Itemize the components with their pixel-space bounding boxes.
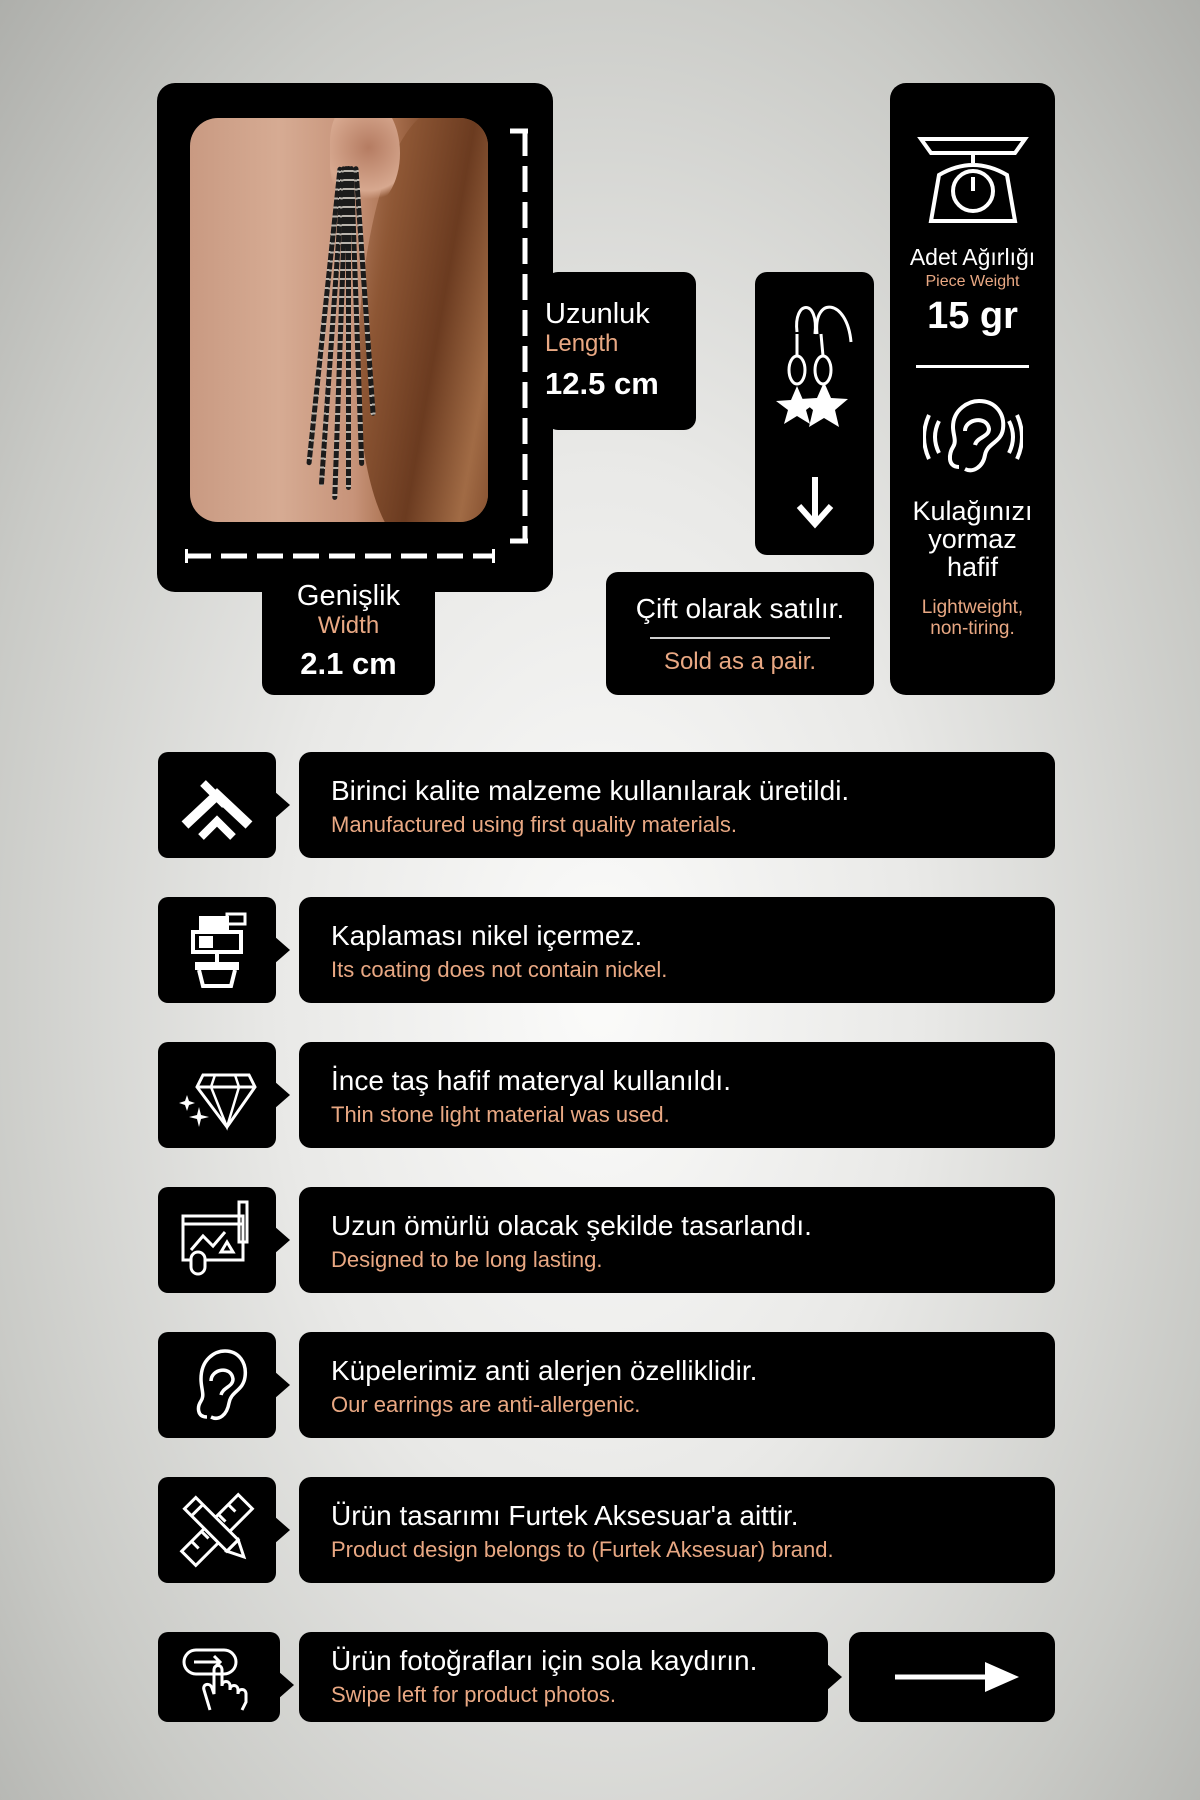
weight-value: 15 gr: [927, 295, 1018, 337]
weight-label-tr: Adet Ağırlığı: [909, 244, 1036, 270]
arrow-right-icon: [895, 1660, 1019, 1694]
sold-as-pair-box: [606, 572, 874, 695]
ear-comfort-icon: [923, 397, 1023, 477]
comfort-text-en-2: non-tiring.: [930, 618, 1015, 639]
comfort-text-tr-3: hafif: [946, 552, 999, 582]
swipe-row: [299, 1632, 828, 1722]
quality-layers-icon: [177, 765, 257, 845]
feature-text-tr-3: İnce taş hafif materyal kullanıldı.: [331, 1065, 731, 1096]
feature-text-en-5: Our earrings are anti-allergenic.: [331, 1392, 641, 1417]
down-arrow-icon: [799, 477, 831, 524]
feature-text-tr-2: Kaplaması nikel içermez.: [331, 920, 643, 951]
feature-icon-box-6: [158, 1477, 276, 1583]
length-label-en: Length: [545, 330, 619, 357]
pair-divider: [650, 637, 830, 639]
product-photo: [190, 118, 488, 522]
swipe-hand-icon: [180, 1640, 260, 1714]
weight-divider: [916, 365, 1029, 368]
feature-text-en-6: Product design belongs to (Furtek Aksesuar) brand.: [331, 1537, 834, 1562]
feature-text-tr-4: Uzun ömürlü olacak şekilde tasarlandı.: [331, 1210, 812, 1241]
swipe-pointer: [826, 1663, 842, 1691]
feature-icon-box-5: [158, 1332, 276, 1438]
feature-text-tr-6: Ürün tasarımı Furtek Aksesuar'a aittir.: [331, 1500, 799, 1531]
feature-icon-box-2: [158, 897, 276, 1003]
swipe-arrow-button[interactable]: [849, 1632, 1055, 1722]
swipe-text-en: Swipe left for product photos.: [331, 1682, 616, 1707]
width-ruler: [185, 548, 495, 564]
feature-row-4: [299, 1187, 1055, 1293]
feature-icon-box-3: [158, 1042, 276, 1148]
pair-icon-box: [755, 272, 874, 555]
ear-icon: [177, 1345, 257, 1425]
width-label-tr: Genişlik: [296, 580, 401, 612]
comfort-text-tr-2: yormaz: [928, 524, 1017, 554]
comfort-text-tr-1: Kulağınızı: [912, 496, 1033, 526]
scale-icon: [917, 135, 1029, 225]
feature-icon-box-4: [158, 1187, 276, 1293]
feature-row-6: [299, 1477, 1055, 1583]
swipe-icon-box: [158, 1632, 280, 1722]
pair-text-en: Sold as a pair.: [663, 648, 817, 675]
design-tools-icon: [177, 1200, 257, 1280]
fringe-earring-illustration: [300, 166, 380, 506]
feature-text-en-3: Thin stone light material was used.: [331, 1102, 670, 1127]
width-value: 2.1 cm: [300, 646, 397, 681]
plating-machine-icon: [177, 910, 257, 990]
comfort-text-en-1: Lightweight,: [921, 597, 1024, 618]
feature-text-tr-5: Küpelerimiz anti alerjen özelliklidir.: [331, 1355, 758, 1386]
length-ruler-caps: [508, 128, 530, 548]
width-label-en: Width: [317, 612, 380, 639]
length-value: 12.5 cm: [545, 366, 659, 401]
weight-label-en: Piece Weight: [925, 273, 1020, 290]
feature-row-1: [299, 752, 1055, 858]
length-label-tr: Uzunluk: [545, 298, 650, 330]
diamond-icon: [177, 1055, 257, 1135]
star-earrings-icon: [755, 272, 874, 555]
feature-row-5: [299, 1332, 1055, 1438]
feature-text-en-4: Designed to be long lasting.: [331, 1247, 603, 1272]
feature-text-en-1: Manufactured using first quality materials.: [331, 812, 737, 837]
pair-text-tr: Çift olarak satılır.: [635, 593, 845, 624]
pencil-ruler-icon: [177, 1490, 257, 1570]
feature-text-en-2: Its coating does not contain nickel.: [331, 957, 668, 982]
feature-row-2: [299, 897, 1055, 1003]
swipe-text-tr: Ürün fotoğrafları için sola kaydırın.: [331, 1645, 758, 1676]
weight-comfort-panel: [890, 83, 1055, 695]
feature-text-tr-1: Birinci kalite malzeme kullanılarak üretildi.: [331, 775, 850, 806]
feature-row-3: [299, 1042, 1055, 1148]
feature-icon-box-1: [158, 752, 276, 858]
